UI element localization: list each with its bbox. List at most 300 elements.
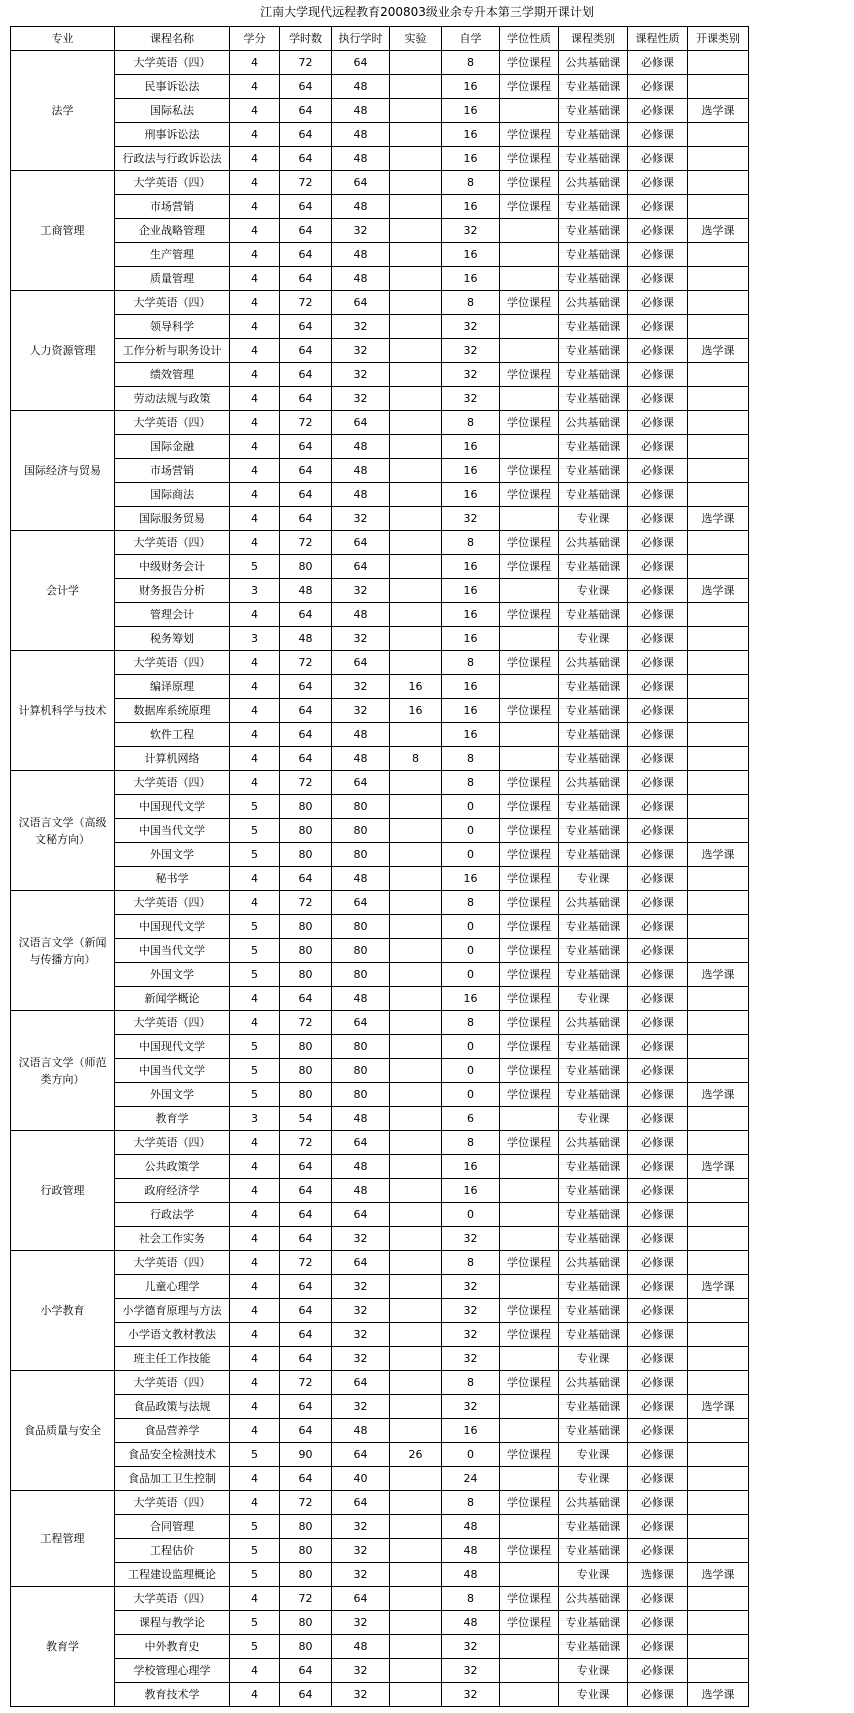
- lab-cell: [390, 939, 442, 963]
- course-category-cell: 专业基础课: [559, 1059, 628, 1083]
- self-study-cell: 24: [442, 1467, 500, 1491]
- credits-cell: 4: [230, 483, 280, 507]
- credits-cell: 4: [230, 747, 280, 771]
- self-study-cell: 8: [442, 1587, 500, 1611]
- course-nature-cell: 必修课: [628, 843, 688, 867]
- self-study-cell: 16: [442, 675, 500, 699]
- course-category-cell: 专业基础课: [559, 1179, 628, 1203]
- degree-type-cell: [500, 1515, 559, 1539]
- table-row: [11, 531, 749, 555]
- course-category-cell: 专业基础课: [559, 1083, 628, 1107]
- credits-cell: 4: [230, 1251, 280, 1275]
- hours-cell: 72: [280, 291, 332, 315]
- hours-cell: 64: [280, 1347, 332, 1371]
- self-study-cell: 32: [442, 339, 500, 363]
- course-nature-cell: 必修课: [628, 891, 688, 915]
- credits-cell: 4: [230, 891, 280, 915]
- hours-cell: 64: [280, 1155, 332, 1179]
- credits-cell: 4: [230, 1683, 280, 1707]
- header-degree-type: 学位性质: [500, 27, 559, 51]
- lab-cell: [390, 555, 442, 579]
- exec-hours-cell: 80: [332, 939, 390, 963]
- self-study-cell: 16: [442, 699, 500, 723]
- course-nature-cell: 必修课: [628, 507, 688, 531]
- lab-cell: [390, 171, 442, 195]
- table-row: [11, 1155, 749, 1179]
- hours-cell: 64: [280, 123, 332, 147]
- lab-cell: [390, 1299, 442, 1323]
- degree-type-cell: 学位课程: [500, 699, 559, 723]
- degree-type-cell: [500, 1347, 559, 1371]
- credits-cell: 4: [230, 1659, 280, 1683]
- course-nature-cell: 必修课: [628, 1131, 688, 1155]
- course-category-cell: 专业基础课: [559, 99, 628, 123]
- exec-hours-cell: 48: [332, 435, 390, 459]
- offering-type-cell: [688, 1371, 749, 1395]
- course-name-cell: 企业战略管理: [115, 219, 230, 243]
- hours-cell: 64: [280, 147, 332, 171]
- course-nature-cell: 必修课: [628, 1491, 688, 1515]
- degree-type-cell: 学位课程: [500, 843, 559, 867]
- exec-hours-cell: 32: [332, 1299, 390, 1323]
- course-nature-cell: 必修课: [628, 291, 688, 315]
- self-study-cell: 0: [442, 795, 500, 819]
- self-study-cell: 6: [442, 1107, 500, 1131]
- major-cell: 工程管理: [11, 1491, 115, 1587]
- exec-hours-cell: 64: [332, 555, 390, 579]
- table-row: [11, 1203, 749, 1227]
- table-row: [11, 891, 749, 915]
- offering-type-cell: [688, 699, 749, 723]
- offering-type-cell: [688, 1011, 749, 1035]
- offering-type-cell: [688, 819, 749, 843]
- header-offering-type: 开课类别: [688, 27, 749, 51]
- credits-cell: 5: [230, 915, 280, 939]
- course-name-cell: 中国现代文学: [115, 795, 230, 819]
- lab-cell: [390, 771, 442, 795]
- course-category-cell: 专业基础课: [559, 1155, 628, 1179]
- degree-type-cell: 学位课程: [500, 1611, 559, 1635]
- self-study-cell: 8: [442, 1491, 500, 1515]
- lab-cell: [390, 1611, 442, 1635]
- degree-type-cell: 学位课程: [500, 531, 559, 555]
- degree-type-cell: 学位课程: [500, 1083, 559, 1107]
- offering-type-cell: [688, 243, 749, 267]
- course-nature-cell: 必修课: [628, 867, 688, 891]
- offering-type-cell: [688, 1179, 749, 1203]
- offering-type-cell: [688, 1419, 749, 1443]
- lab-cell: [390, 1515, 442, 1539]
- table-row: [11, 1395, 749, 1419]
- table-row: [11, 315, 749, 339]
- course-category-cell: 专业基础课: [559, 939, 628, 963]
- exec-hours-cell: 32: [332, 1611, 390, 1635]
- credits-cell: 4: [230, 1419, 280, 1443]
- table-row: [11, 579, 749, 603]
- lab-cell: [390, 267, 442, 291]
- lab-cell: [390, 867, 442, 891]
- hours-cell: 64: [280, 867, 332, 891]
- offering-type-cell: [688, 603, 749, 627]
- degree-type-cell: 学位课程: [500, 771, 559, 795]
- table-row: [11, 75, 749, 99]
- degree-type-cell: 学位课程: [500, 147, 559, 171]
- credits-cell: 5: [230, 1515, 280, 1539]
- degree-type-cell: [500, 387, 559, 411]
- credits-cell: 4: [230, 1011, 280, 1035]
- credits-cell: 3: [230, 579, 280, 603]
- table-row: [11, 1227, 749, 1251]
- degree-type-cell: 学位课程: [500, 651, 559, 675]
- course-name-cell: 新闻学概论: [115, 987, 230, 1011]
- degree-type-cell: [500, 1659, 559, 1683]
- offering-type-cell: [688, 267, 749, 291]
- degree-type-cell: 学位课程: [500, 51, 559, 75]
- exec-hours-cell: 64: [332, 291, 390, 315]
- course-name-cell: 大学英语（四）: [115, 1011, 230, 1035]
- self-study-cell: 16: [442, 579, 500, 603]
- hours-cell: 72: [280, 891, 332, 915]
- self-study-cell: 8: [442, 771, 500, 795]
- self-study-cell: 0: [442, 843, 500, 867]
- table-row: [11, 1491, 749, 1515]
- exec-hours-cell: 64: [332, 651, 390, 675]
- course-nature-cell: 必修课: [628, 315, 688, 339]
- major-cell: 汉语言文学（高级文秘方向）: [11, 771, 115, 891]
- exec-hours-cell: 64: [332, 1251, 390, 1275]
- course-nature-cell: 必修课: [628, 1179, 688, 1203]
- course-category-cell: 专业基础课: [559, 435, 628, 459]
- self-study-cell: 16: [442, 723, 500, 747]
- offering-type-cell: [688, 1467, 749, 1491]
- credits-cell: 5: [230, 819, 280, 843]
- offering-type-cell: [688, 171, 749, 195]
- course-nature-cell: 必修课: [628, 1467, 688, 1491]
- credits-cell: 5: [230, 843, 280, 867]
- self-study-cell: 16: [442, 267, 500, 291]
- course-nature-cell: 必修课: [628, 963, 688, 987]
- table-row: [11, 1083, 749, 1107]
- credits-cell: 5: [230, 1563, 280, 1587]
- offering-type-cell: 选学课: [688, 219, 749, 243]
- course-category-cell: 专业基础课: [559, 267, 628, 291]
- course-nature-cell: 必修课: [628, 483, 688, 507]
- lab-cell: [390, 987, 442, 1011]
- exec-hours-cell: 48: [332, 123, 390, 147]
- course-nature-cell: 必修课: [628, 1419, 688, 1443]
- major-cell: 教育学: [11, 1587, 115, 1707]
- course-nature-cell: 必修课: [628, 1299, 688, 1323]
- offering-type-cell: [688, 363, 749, 387]
- credits-cell: 4: [230, 1323, 280, 1347]
- degree-type-cell: [500, 1563, 559, 1587]
- lab-cell: [390, 291, 442, 315]
- course-name-cell: 大学英语（四）: [115, 1587, 230, 1611]
- exec-hours-cell: 32: [332, 315, 390, 339]
- offering-type-cell: [688, 1299, 749, 1323]
- credits-cell: 4: [230, 867, 280, 891]
- course-nature-cell: 选修课: [628, 1563, 688, 1587]
- course-name-cell: 数据库系统原理: [115, 699, 230, 723]
- exec-hours-cell: 80: [332, 915, 390, 939]
- course-nature-cell: 必修课: [628, 1083, 688, 1107]
- offering-type-cell: [688, 915, 749, 939]
- course-category-cell: 公共基础课: [559, 891, 628, 915]
- self-study-cell: 16: [442, 1155, 500, 1179]
- table-row: [11, 1611, 749, 1635]
- course-nature-cell: 必修课: [628, 699, 688, 723]
- course-nature-cell: 必修课: [628, 171, 688, 195]
- major-cell: 法学: [11, 51, 115, 171]
- credits-cell: 4: [230, 699, 280, 723]
- exec-hours-cell: 64: [332, 171, 390, 195]
- offering-type-cell: [688, 75, 749, 99]
- course-nature-cell: 必修课: [628, 75, 688, 99]
- offering-type-cell: 选学课: [688, 1563, 749, 1587]
- course-name-cell: 税务筹划: [115, 627, 230, 651]
- lab-cell: [390, 891, 442, 915]
- header-exec-hours: 执行学时: [332, 27, 390, 51]
- self-study-cell: 16: [442, 147, 500, 171]
- lab-cell: [390, 459, 442, 483]
- offering-type-cell: 选学课: [688, 1155, 749, 1179]
- offering-type-cell: 选学课: [688, 1395, 749, 1419]
- exec-hours-cell: 64: [332, 411, 390, 435]
- course-category-cell: 专业基础课: [559, 555, 628, 579]
- exec-hours-cell: 64: [332, 1203, 390, 1227]
- lab-cell: [390, 219, 442, 243]
- credits-cell: 4: [230, 1275, 280, 1299]
- self-study-cell: 16: [442, 99, 500, 123]
- course-category-cell: 公共基础课: [559, 51, 628, 75]
- exec-hours-cell: 48: [332, 1419, 390, 1443]
- self-study-cell: 0: [442, 819, 500, 843]
- degree-type-cell: [500, 1635, 559, 1659]
- table-row: [11, 1275, 749, 1299]
- lab-cell: [390, 435, 442, 459]
- hours-cell: 64: [280, 987, 332, 1011]
- course-name-cell: 食品加工卫生控制: [115, 1467, 230, 1491]
- course-category-cell: 专业基础课: [559, 1299, 628, 1323]
- exec-hours-cell: 32: [332, 507, 390, 531]
- table-row: [11, 939, 749, 963]
- degree-type-cell: [500, 579, 559, 603]
- table-row: [11, 459, 749, 483]
- course-name-cell: 政府经济学: [115, 1179, 230, 1203]
- self-study-cell: 0: [442, 915, 500, 939]
- degree-type-cell: 学位课程: [500, 483, 559, 507]
- self-study-cell: 8: [442, 531, 500, 555]
- offering-type-cell: 选学课: [688, 1083, 749, 1107]
- table-row: [11, 1179, 749, 1203]
- course-category-cell: 专业基础课: [559, 339, 628, 363]
- lab-cell: [390, 1203, 442, 1227]
- course-name-cell: 中国现代文学: [115, 915, 230, 939]
- hours-cell: 80: [280, 1539, 332, 1563]
- offering-type-cell: [688, 1635, 749, 1659]
- degree-type-cell: [500, 1395, 559, 1419]
- hours-cell: 80: [280, 795, 332, 819]
- course-category-cell: 公共基础课: [559, 1587, 628, 1611]
- self-study-cell: 8: [442, 747, 500, 771]
- course-nature-cell: 必修课: [628, 1443, 688, 1467]
- credits-cell: 4: [230, 675, 280, 699]
- course-nature-cell: 必修课: [628, 1227, 688, 1251]
- hours-cell: 64: [280, 195, 332, 219]
- course-name-cell: 大学英语（四）: [115, 1251, 230, 1275]
- self-study-cell: 8: [442, 1371, 500, 1395]
- lab-cell: [390, 387, 442, 411]
- lab-cell: [390, 1083, 442, 1107]
- lab-cell: [390, 1395, 442, 1419]
- course-nature-cell: 必修课: [628, 651, 688, 675]
- lab-cell: [390, 1035, 442, 1059]
- lab-cell: [390, 915, 442, 939]
- offering-type-cell: [688, 1443, 749, 1467]
- table-body: [11, 51, 749, 1707]
- page-title: 江南大学现代远程教育200803级业余专升本第三学期开课计划: [260, 5, 594, 19]
- lab-cell: [390, 147, 442, 171]
- course-nature-cell: 必修课: [628, 795, 688, 819]
- header-credits: 学分: [230, 27, 280, 51]
- table-row: [11, 291, 749, 315]
- degree-type-cell: [500, 1107, 559, 1131]
- header-major: 专业: [11, 27, 115, 51]
- degree-type-cell: [500, 219, 559, 243]
- course-name-cell: 中外教育史: [115, 1635, 230, 1659]
- course-category-cell: 专业基础课: [559, 363, 628, 387]
- self-study-cell: 32: [442, 315, 500, 339]
- course-nature-cell: 必修课: [628, 915, 688, 939]
- offering-type-cell: [688, 1587, 749, 1611]
- table-row: [11, 915, 749, 939]
- table-row: [11, 1299, 749, 1323]
- course-nature-cell: 必修课: [628, 675, 688, 699]
- course-nature-cell: 必修课: [628, 1371, 688, 1395]
- credits-cell: 4: [230, 123, 280, 147]
- course-nature-cell: 必修课: [628, 1539, 688, 1563]
- course-nature-cell: 必修课: [628, 1155, 688, 1179]
- course-category-cell: 专业基础课: [559, 1227, 628, 1251]
- degree-type-cell: 学位课程: [500, 75, 559, 99]
- lab-cell: [390, 603, 442, 627]
- course-category-cell: 专业课: [559, 1107, 628, 1131]
- course-name-cell: 合同管理: [115, 1515, 230, 1539]
- degree-type-cell: [500, 723, 559, 747]
- table-row: [11, 411, 749, 435]
- self-study-cell: 16: [442, 483, 500, 507]
- course-name-cell: 行政法学: [115, 1203, 230, 1227]
- course-nature-cell: 必修课: [628, 1251, 688, 1275]
- course-category-cell: 专业基础课: [559, 795, 628, 819]
- course-name-cell: 课程与教学论: [115, 1611, 230, 1635]
- course-nature-cell: 必修课: [628, 1683, 688, 1707]
- degree-type-cell: 学位课程: [500, 1299, 559, 1323]
- self-study-cell: 32: [442, 1395, 500, 1419]
- course-category-cell: 专业课: [559, 1563, 628, 1587]
- course-name-cell: 教育技术学: [115, 1683, 230, 1707]
- course-name-cell: 大学英语（四）: [115, 1371, 230, 1395]
- hours-cell: 64: [280, 1659, 332, 1683]
- course-nature-cell: 必修课: [628, 459, 688, 483]
- exec-hours-cell: 48: [332, 267, 390, 291]
- offering-type-cell: 选学课: [688, 99, 749, 123]
- offering-type-cell: [688, 1059, 749, 1083]
- self-study-cell: 0: [442, 1035, 500, 1059]
- degree-type-cell: [500, 675, 559, 699]
- course-category-cell: 专业基础课: [559, 603, 628, 627]
- degree-type-cell: 学位课程: [500, 1491, 559, 1515]
- credits-cell: 4: [230, 387, 280, 411]
- hours-cell: 72: [280, 1251, 332, 1275]
- lab-cell: [390, 1419, 442, 1443]
- offering-type-cell: [688, 531, 749, 555]
- table-row: [11, 1107, 749, 1131]
- lab-cell: [390, 339, 442, 363]
- course-nature-cell: 必修课: [628, 987, 688, 1011]
- course-nature-cell: 必修课: [628, 939, 688, 963]
- self-study-cell: 16: [442, 1419, 500, 1443]
- exec-hours-cell: 64: [332, 1443, 390, 1467]
- credits-cell: 4: [230, 1467, 280, 1491]
- credits-cell: 5: [230, 1539, 280, 1563]
- hours-cell: 72: [280, 1131, 332, 1155]
- exec-hours-cell: 32: [332, 363, 390, 387]
- offering-type-cell: [688, 123, 749, 147]
- course-category-cell: 专业基础课: [559, 1515, 628, 1539]
- course-nature-cell: 必修课: [628, 147, 688, 171]
- course-category-cell: 专业基础课: [559, 1395, 628, 1419]
- self-study-cell: 8: [442, 1011, 500, 1035]
- course-nature-cell: 必修课: [628, 603, 688, 627]
- offering-type-cell: [688, 987, 749, 1011]
- self-study-cell: 32: [442, 1227, 500, 1251]
- hours-cell: 64: [280, 99, 332, 123]
- major-cell: 汉语言文学（新闻与传播方向）: [11, 891, 115, 1011]
- degree-type-cell: 学位课程: [500, 171, 559, 195]
- offering-type-cell: [688, 1659, 749, 1683]
- hours-cell: 72: [280, 1587, 332, 1611]
- course-nature-cell: 必修课: [628, 387, 688, 411]
- lab-cell: [390, 51, 442, 75]
- hours-cell: 64: [280, 1419, 332, 1443]
- hours-cell: 64: [280, 1275, 332, 1299]
- exec-hours-cell: 32: [332, 339, 390, 363]
- course-category-cell: 专业基础课: [559, 723, 628, 747]
- offering-type-cell: [688, 1491, 749, 1515]
- course-name-cell: 编译原理: [115, 675, 230, 699]
- credits-cell: 4: [230, 195, 280, 219]
- course-name-cell: 国际商法: [115, 483, 230, 507]
- offering-type-cell: [688, 459, 749, 483]
- course-name-cell: 中级财务会计: [115, 555, 230, 579]
- course-category-cell: 专业课: [559, 579, 628, 603]
- offering-type-cell: [688, 1227, 749, 1251]
- self-study-cell: 16: [442, 627, 500, 651]
- course-category-cell: 公共基础课: [559, 531, 628, 555]
- lab-cell: [390, 483, 442, 507]
- self-study-cell: 16: [442, 435, 500, 459]
- table-row: [11, 243, 749, 267]
- degree-type-cell: 学位课程: [500, 1371, 559, 1395]
- exec-hours-cell: 48: [332, 1635, 390, 1659]
- course-name-cell: 领导科学: [115, 315, 230, 339]
- table-row: [11, 51, 749, 75]
- lab-cell: [390, 1491, 442, 1515]
- self-study-cell: 0: [442, 1203, 500, 1227]
- course-nature-cell: 必修课: [628, 1587, 688, 1611]
- table-row: [11, 1035, 749, 1059]
